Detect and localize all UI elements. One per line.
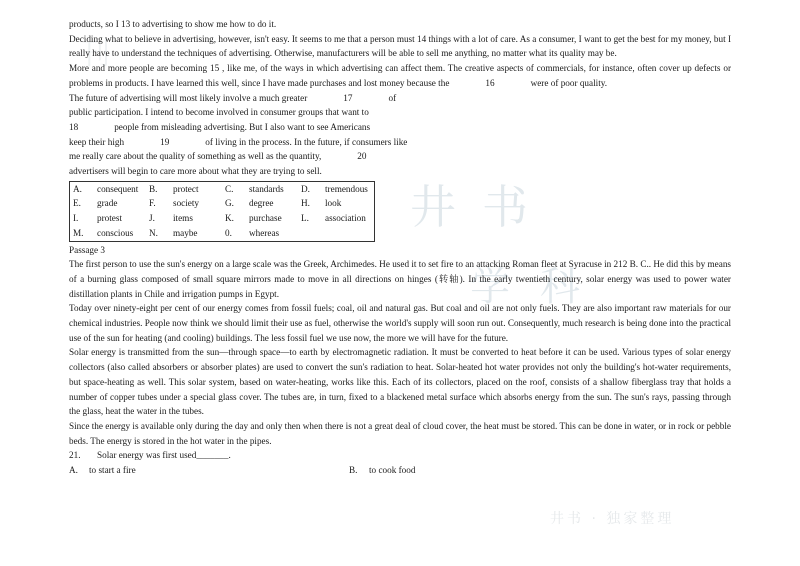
choice-a[interactable]: A. to start a fire (69, 465, 136, 476)
question-number: 21. (69, 450, 81, 461)
cloze-line: me really care about the quality of something as well as the quantity, 20 (69, 151, 367, 162)
option-letter: 0. (225, 227, 232, 238)
choice-b[interactable]: B. to cook food (349, 465, 416, 476)
cloze-line: The future of advertising will most likely involve a much greater 17 of (69, 92, 397, 103)
option-word: grade (97, 198, 118, 209)
option-letter: M. (73, 227, 84, 238)
paragraph: The first person to use the sun's energy on a large scale was the Greek, Archimedes. He used it to set fire to an attacking Roman fleet at Syracuse in 212 B. C.. He did this by means of a burning glass composed of small square mirrors made to move in all directions on hinges (转轴). In the early twentieth century, solar energy was used to power water distillation plants in Chile and irrigation pumps in Egypt. (69, 259, 731, 299)
option-word: degree (249, 198, 274, 209)
answer-choices (69, 463, 731, 478)
option-word: standards (249, 183, 284, 194)
paragraph: Today over ninety-eight per cent of our energy comes from fossil fuels; coal, oil and natural gas. But coal and oil are not only fuels. They are also important raw materials for our chemical industries. People now think we should limit their use as fuel, otherwise the world's supply will soon run out. Consequently, much research is being done into the practical use of the sun for heating (and cooling) buildings. The less fossil fuel we use now, the more we will have for the future. (69, 303, 731, 343)
blank-number: 17 (343, 92, 353, 103)
blank-number: 20 (357, 151, 367, 162)
table-row (70, 211, 375, 226)
option-word: items (173, 213, 193, 224)
table-row (70, 196, 375, 211)
paragraph: Deciding what to believe in advertising, however, isn't easy. It seems to me that a person must 14 things with a lot of care. As a consumer, I want to get the best for my money, but I really have to understand the techniques of advertising. Otherwise, manufacturers will be able to sell me anything, no matter what its quality may be. (69, 33, 731, 59)
word-bank-table (69, 181, 375, 242)
option-letter (298, 226, 322, 241)
option-word: association (325, 213, 366, 224)
passage-heading: Passage 3 (69, 244, 105, 255)
option-letter: N. (149, 227, 158, 238)
blank-number: 19 (160, 136, 170, 147)
option-letter: H. (301, 198, 310, 209)
option-word: conscious (97, 227, 134, 238)
cloze-line: advertisers will begin to care more about what they are trying to sell. (69, 166, 322, 177)
table-row (70, 226, 375, 241)
cloze-block (69, 91, 431, 242)
text-run: More and more people are becoming 15 , like me, of the ways in which advertising can affect them. The creative aspects of commercials, for instance, often cover up defects or problems in products. I have learned this well, since I have made purchases and lost money because the (69, 63, 731, 88)
cloze-line: keep their high 19 of living in the process. In the future, if consumers like (69, 136, 408, 147)
paragraph: Solar energy is transmitted from the sun—through space—to earth by electromagnetic radiation. It must be converted to heat before it can be used. Various types of solar energy collectors (also called absorbers or absorber plates) are used to convert the sun's radiation to heat. Solar-heated hot water provides not only the building's hot-water requirements, but space-heating as well. This solar system, based on water-heating, works like this. Each of its collectors, placed on the roof, consists of a shallow fiberglass tray that holds a number of copper tubes under a special glass cover. The tubes are, in turn, fixed to a blackened metal surface which absorbs energy from the sun. The sun's rays, passing through the glass, heat the water in the tubes. (69, 347, 731, 417)
option-letter: D. (301, 183, 310, 194)
watermark-caption: 井书 · 独家整理 (550, 511, 675, 527)
option-word: maybe (173, 227, 198, 238)
option-word (322, 226, 375, 241)
option-letter: G. (225, 198, 234, 209)
option-letter: I. (73, 213, 79, 224)
option-letter: K. (225, 213, 234, 224)
option-letter: F. (149, 198, 156, 209)
cloze-line: public participation. I intend to become involved in consumer groups that want to (69, 107, 369, 118)
option-letter: B. (149, 183, 158, 194)
text-run: were of poor quality. (530, 77, 608, 88)
blank-number: 18 (69, 121, 79, 132)
watermark-logo-bottom: 学科 (470, 264, 610, 310)
paragraph (69, 61, 731, 90)
blank-number: 16 (485, 77, 495, 88)
option-letter: J. (149, 213, 155, 224)
option-word: protest (97, 213, 123, 224)
option-letter: A. (73, 183, 82, 194)
watermark-mark: 刊 (80, 37, 110, 72)
option-word: protect (173, 183, 199, 194)
option-letter: E. (73, 198, 81, 209)
option-letter: C. (225, 183, 234, 194)
option-word: society (173, 198, 200, 209)
option-word: look (325, 198, 342, 209)
option-word: consequent (97, 183, 139, 194)
option-letter: L. (301, 213, 309, 224)
option-word: whereas (249, 227, 280, 238)
table-row (70, 181, 375, 196)
question-stem: 21. Solar energy was first used_______. (69, 448, 731, 463)
option-word: purchase (249, 213, 282, 224)
paragraph: products, so I 13 to advertising to show me how to do it. (69, 19, 277, 29)
document-page (69, 17, 731, 478)
option-word: tremendous (325, 183, 368, 194)
watermark-logo-top: 井书 (410, 180, 554, 234)
cloze-line: 18 people from misleading advertising. But I also want to see Americans (69, 121, 371, 132)
paragraph: Since the energy is available only during the day and only then when there is not a great deal of cloud cover, the heat must be stored. This can be done in water, or in rock or pebble beds. The energy is stored in the hot water in the pipes. (69, 420, 731, 446)
